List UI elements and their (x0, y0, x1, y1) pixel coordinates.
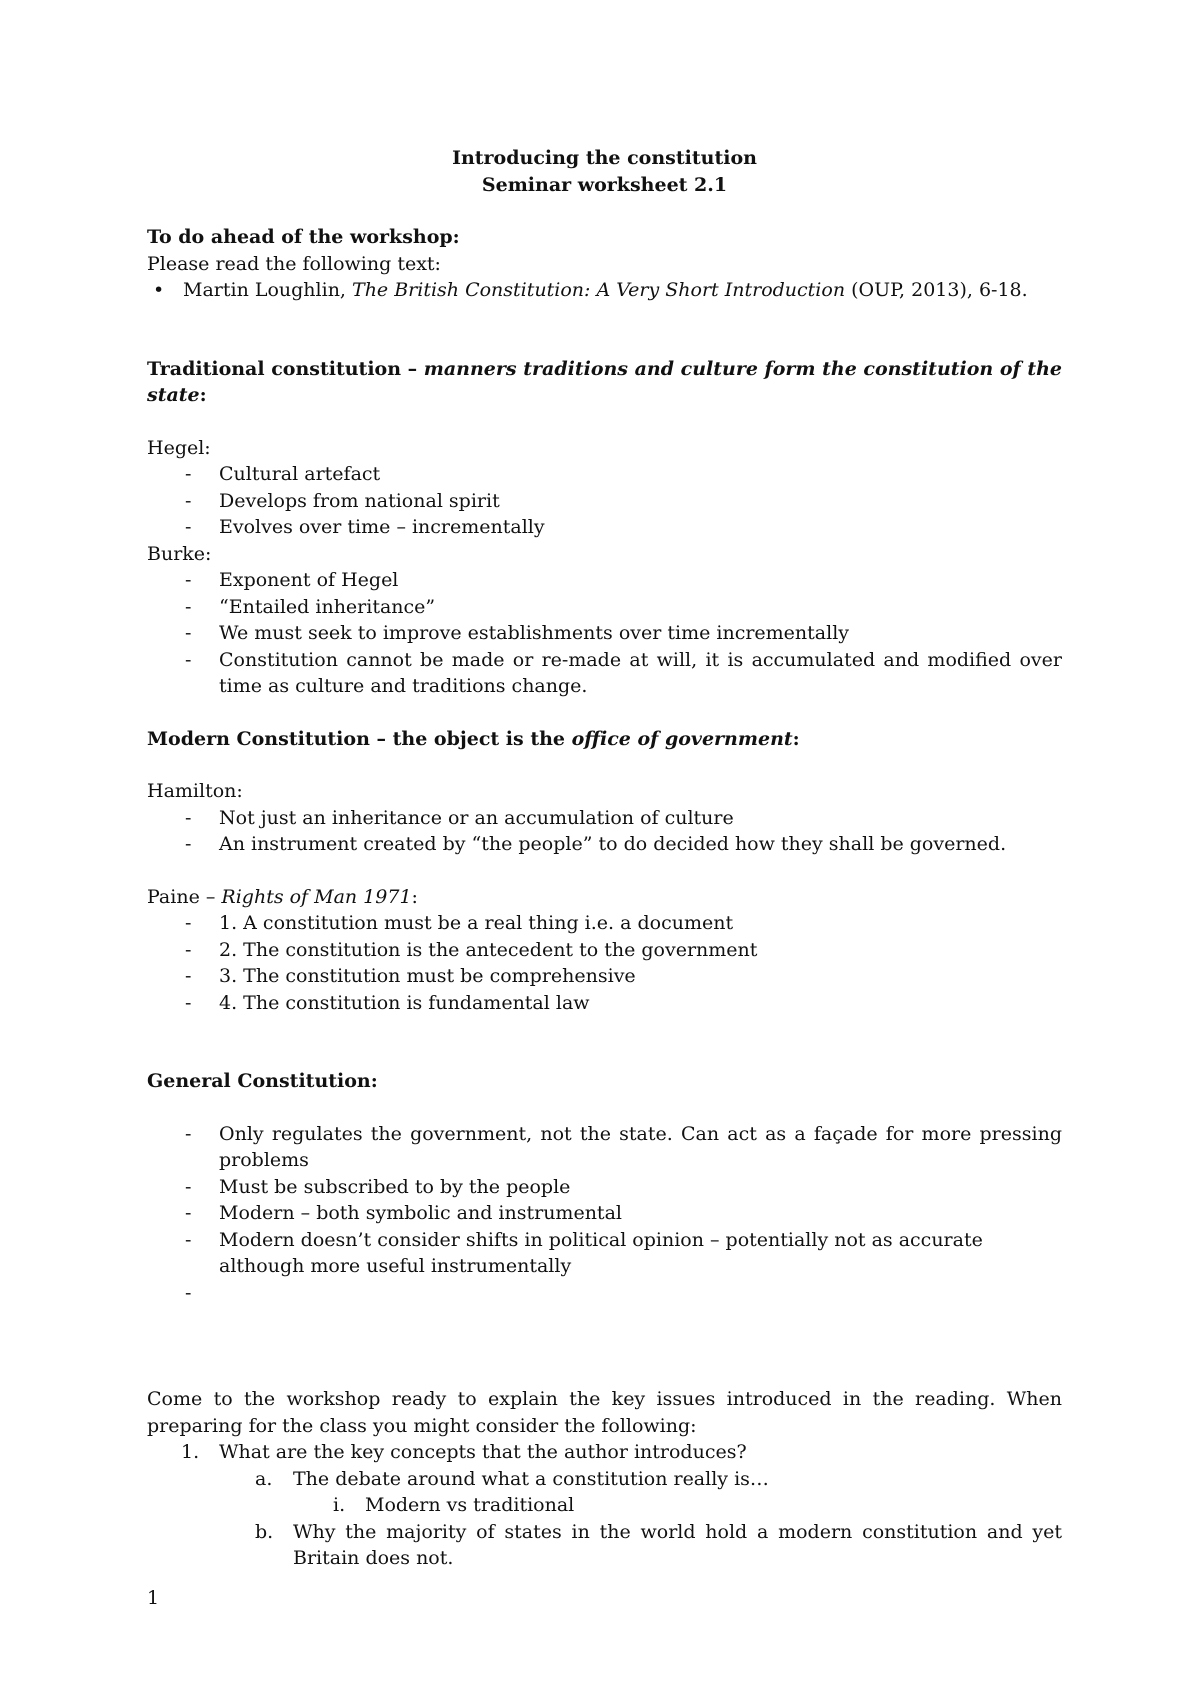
document-title: Introducing the constitution (452, 147, 757, 169)
list-item: - 1. A constitution must be a real thing i.e. a document (185, 912, 734, 934)
hegel-list (147, 461, 1062, 541)
traditional-heading: Traditional constitution – manners traditions and culture form the constitution of the state: (147, 357, 1062, 406)
list-item: - Only regulates the government, not the state. Can act as a façade for more pressing problems (185, 1122, 1062, 1171)
list-item: - “Entailed inheritance” (185, 595, 436, 618)
general-heading: General Constitution: (147, 1070, 378, 1092)
modern-heading: Modern Constitution – the object is the office of government: (147, 727, 800, 750)
reading-title: The British Constitution: A Very Short Introduction (352, 279, 846, 301)
reading-details: (OUP, 2013), 6-18. (845, 279, 1028, 301)
document-subtitle: Seminar worksheet 2.1 (481, 173, 728, 196)
list-item: - 4. The constitution is fundamental law (185, 991, 590, 1014)
list-item: - (185, 1281, 192, 1304)
paine-list (147, 910, 1062, 1016)
list-item: - 2. The constitution is the antecedent to the government (185, 938, 758, 961)
list-item: - An instrument created by “the people” to do decided how they shall be governed. (185, 833, 1007, 855)
burke-label: Burke: (147, 542, 212, 565)
question-item: 1. What are the key concepts that the author introduces? (181, 1441, 747, 1463)
paine-label: Paine – Rights of Man 1971: (147, 885, 418, 908)
workshop-intro: Come to the workshop ready to explain the key issues introduced in the reading. When preparing for the class you might consider the following: (147, 1388, 1062, 1437)
reading-item (147, 277, 1062, 304)
question-subsubitem: i. Modern vs traditional (333, 1494, 575, 1516)
question-subitem: a. The debate around what a constitution really is… (255, 1467, 769, 1490)
question-subitem: b. Why the majority of states in the world hold a modern constitution and yet Britain does not. (255, 1520, 1062, 1569)
list-item: - Must be subscribed to by the people (185, 1175, 571, 1198)
list-item: - Not just an inheritance or an accumulation of culture (185, 806, 734, 829)
list-item: - Cultural artefact (185, 463, 381, 485)
burke-list (147, 567, 1062, 700)
list-item: - Constitution cannot be made or re-made at will, it is accumulated and modified over time as culture and traditions change. (185, 648, 1062, 697)
reading-author: Martin Loughlin, (183, 279, 353, 301)
list-item: - Evolves over time – incrementally (185, 516, 545, 538)
list-item: - Exponent of Hegel (185, 569, 399, 591)
hamilton-label: Hamilton: (147, 780, 243, 802)
list-item: - Modern doesn’t consider shifts in political opinion – potentially not as accurate although more useful instrumentally (185, 1228, 983, 1277)
todo-intro: Please read the following text: (147, 252, 441, 275)
document-page (147, 145, 1062, 1572)
page-number: 1 (147, 1587, 160, 1609)
hegel-label: Hegel: (147, 436, 211, 459)
reading-list (147, 277, 1062, 304)
hamilton-list (147, 805, 1062, 858)
bullet-icon: • (153, 279, 165, 301)
general-list (147, 1121, 1062, 1307)
todo-heading: To do ahead of the workshop: (147, 226, 460, 248)
list-item: - Develops from national spirit (185, 489, 500, 512)
list-item: - Modern – both symbolic and instrumental (185, 1202, 622, 1224)
list-item: - We must seek to improve establishments over time incrementally (185, 622, 850, 644)
list-item: - 3. The constitution must be comprehensive (185, 965, 636, 987)
